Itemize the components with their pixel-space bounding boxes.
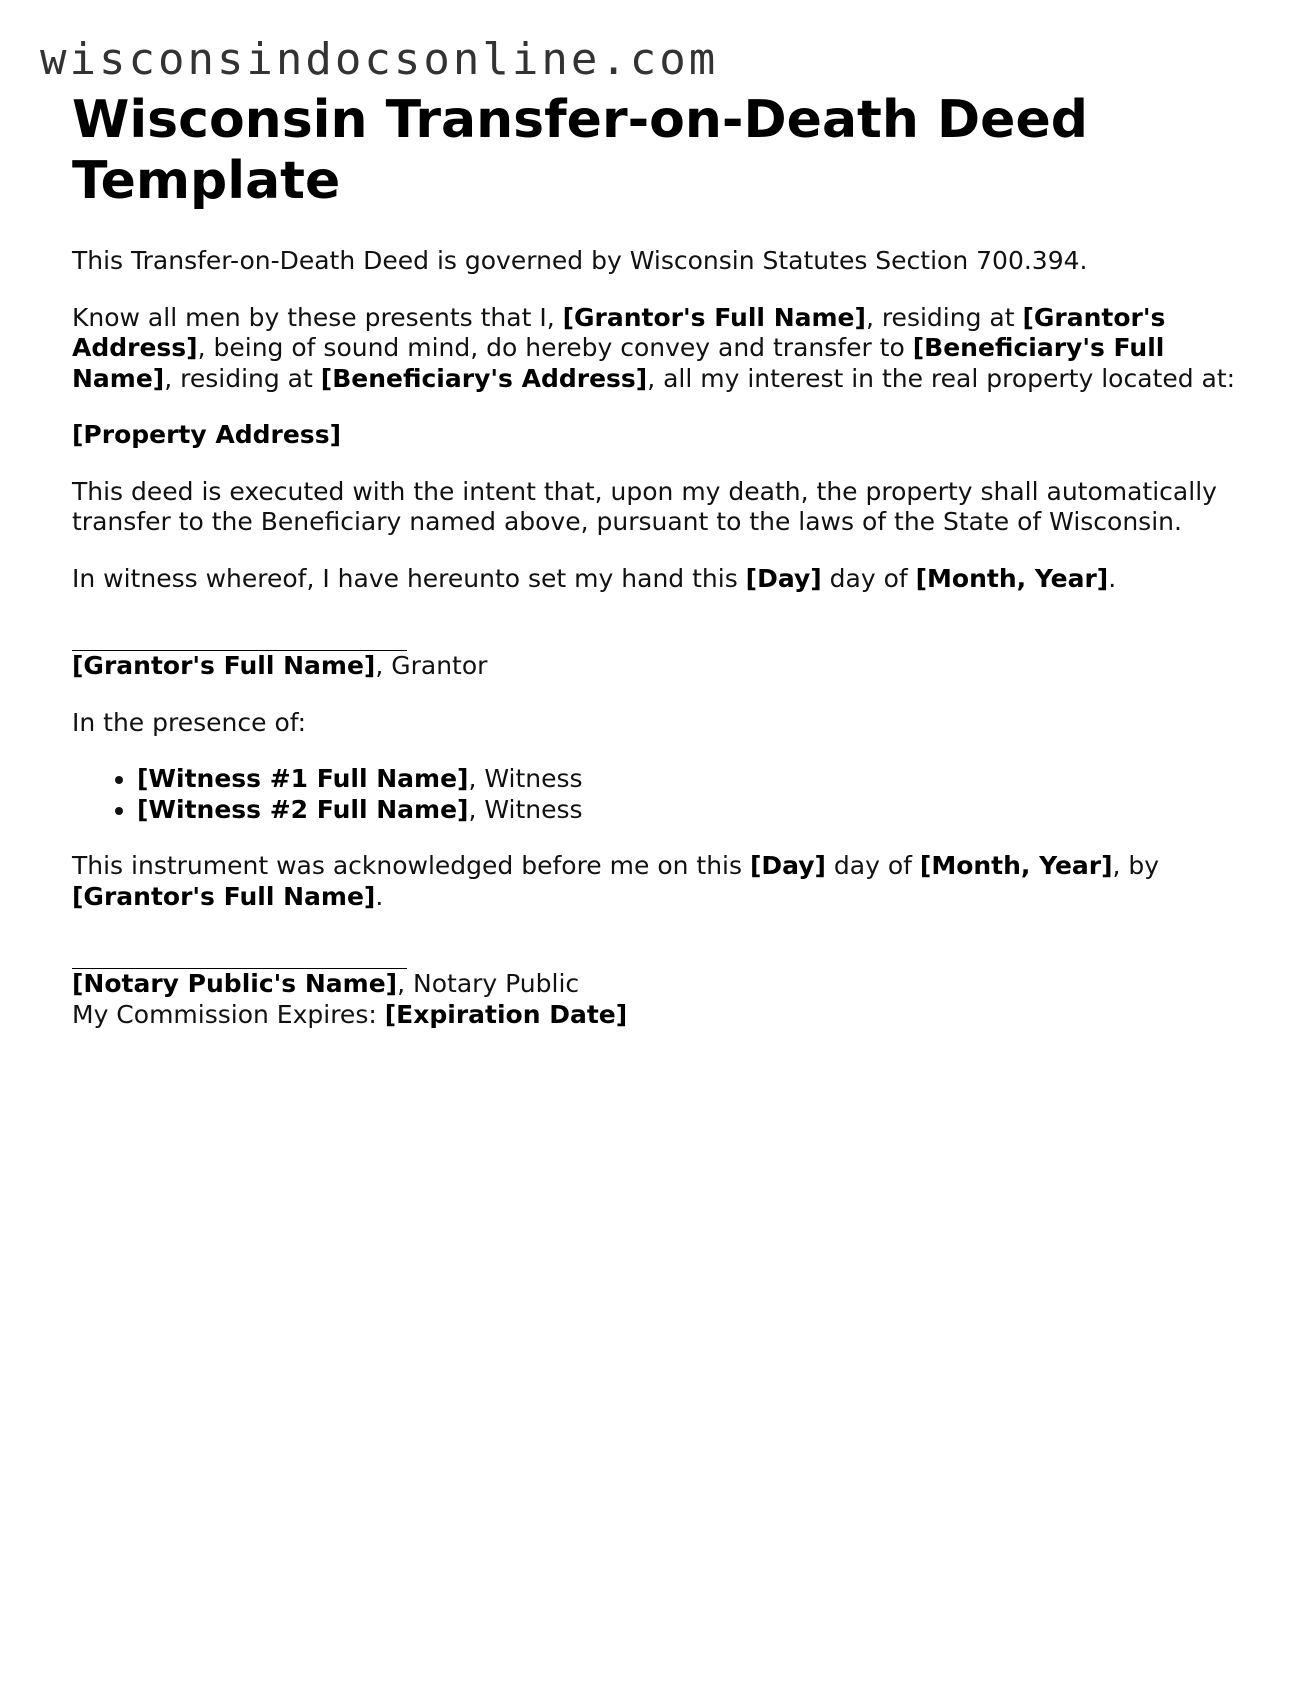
witness-name: [Witness #1 Full Name] xyxy=(137,764,469,793)
conveyance-text: , all my interest in the real property located at: xyxy=(647,363,1236,393)
acknowledgment-text: , by xyxy=(1112,851,1160,880)
property-address-paragraph xyxy=(72,420,1252,451)
beneficiary-name-placeholder: [Beneficiary's Full Name] xyxy=(72,333,1165,393)
expiration-date-placeholder: [Expiration Date] xyxy=(384,999,628,1029)
conveyance-text: , residing at xyxy=(164,363,321,393)
intent-paragraph: This deed is executed with the intent that, upon my death, the property shall automatically transfer to the Beneficiary named above, pursuant to the laws of the State of Wisconsin. xyxy=(72,476,1217,536)
day-placeholder: [Day] xyxy=(749,851,826,880)
grantor-name-placeholder: [Grantor's Full Name] xyxy=(562,302,866,332)
witness-clause-text: . xyxy=(1108,563,1117,593)
presence-label: In the presence of: xyxy=(72,707,307,737)
grantor-address-placeholder: [Grantor's Address] xyxy=(72,302,1166,362)
notary-role: , Notary Public xyxy=(397,969,580,998)
grantor-signature-role: , Grantor xyxy=(375,651,488,680)
witness-clause-paragraph xyxy=(72,564,1252,595)
grantor-name-placeholder: [Grantor's Full Name] xyxy=(72,881,376,911)
acknowledgment-text: . xyxy=(375,881,384,911)
page-title: Wisconsin Transfer-on-Death Deed Template xyxy=(72,90,1088,211)
grantor-signature-name: [Grantor's Full Name] xyxy=(72,651,376,680)
acknowledgment-text: This instrument was acknowledged before me on this xyxy=(72,851,750,880)
conveyance-text: Know all men by these presents that I, xyxy=(72,302,563,332)
day-placeholder: [Day] xyxy=(745,563,822,593)
site-watermark: wisconsindocsonline.com xyxy=(40,34,719,85)
deed-document xyxy=(72,90,1252,1056)
month-year-placeholder: [Month, Year] xyxy=(919,851,1113,880)
list-item xyxy=(137,764,1252,795)
witness-role: , Witness xyxy=(468,764,583,793)
notary-name: [Notary Public's Name] xyxy=(72,969,398,998)
witness-clause-text: In witness whereof, I have hereunto set my hand this xyxy=(72,563,746,593)
beneficiary-address-placeholder: [Beneficiary's Address] xyxy=(320,363,648,393)
conveyance-text: , being of sound mind, do hereby convey and transfer to xyxy=(197,333,913,362)
grantor-signature-block xyxy=(72,651,1252,682)
list-item xyxy=(137,795,1252,826)
month-year-placeholder: [Month, Year] xyxy=(915,563,1109,593)
intro-paragraph: This Transfer-on-Death Deed is governed by Wisconsin Statutes Section 700.394. xyxy=(72,246,1088,275)
witness-name: [Witness #2 Full Name] xyxy=(137,794,469,824)
conveyance-text: , residing at xyxy=(865,302,1023,332)
grantor-signature-line xyxy=(72,620,407,651)
property-address-placeholder: [Property Address] xyxy=(72,420,341,449)
witness-clause-text: day of xyxy=(821,563,916,593)
notary-signature-line xyxy=(72,938,407,969)
conveyance-paragraph xyxy=(72,303,1252,395)
acknowledgment-text: day of xyxy=(825,851,920,880)
acknowledgment-paragraph xyxy=(72,851,1252,912)
witness-role: , Witness xyxy=(468,794,583,824)
commission-label: My Commission Expires: xyxy=(72,999,385,1029)
notary-signature-block xyxy=(72,969,1252,1030)
witness-list xyxy=(72,764,1252,825)
